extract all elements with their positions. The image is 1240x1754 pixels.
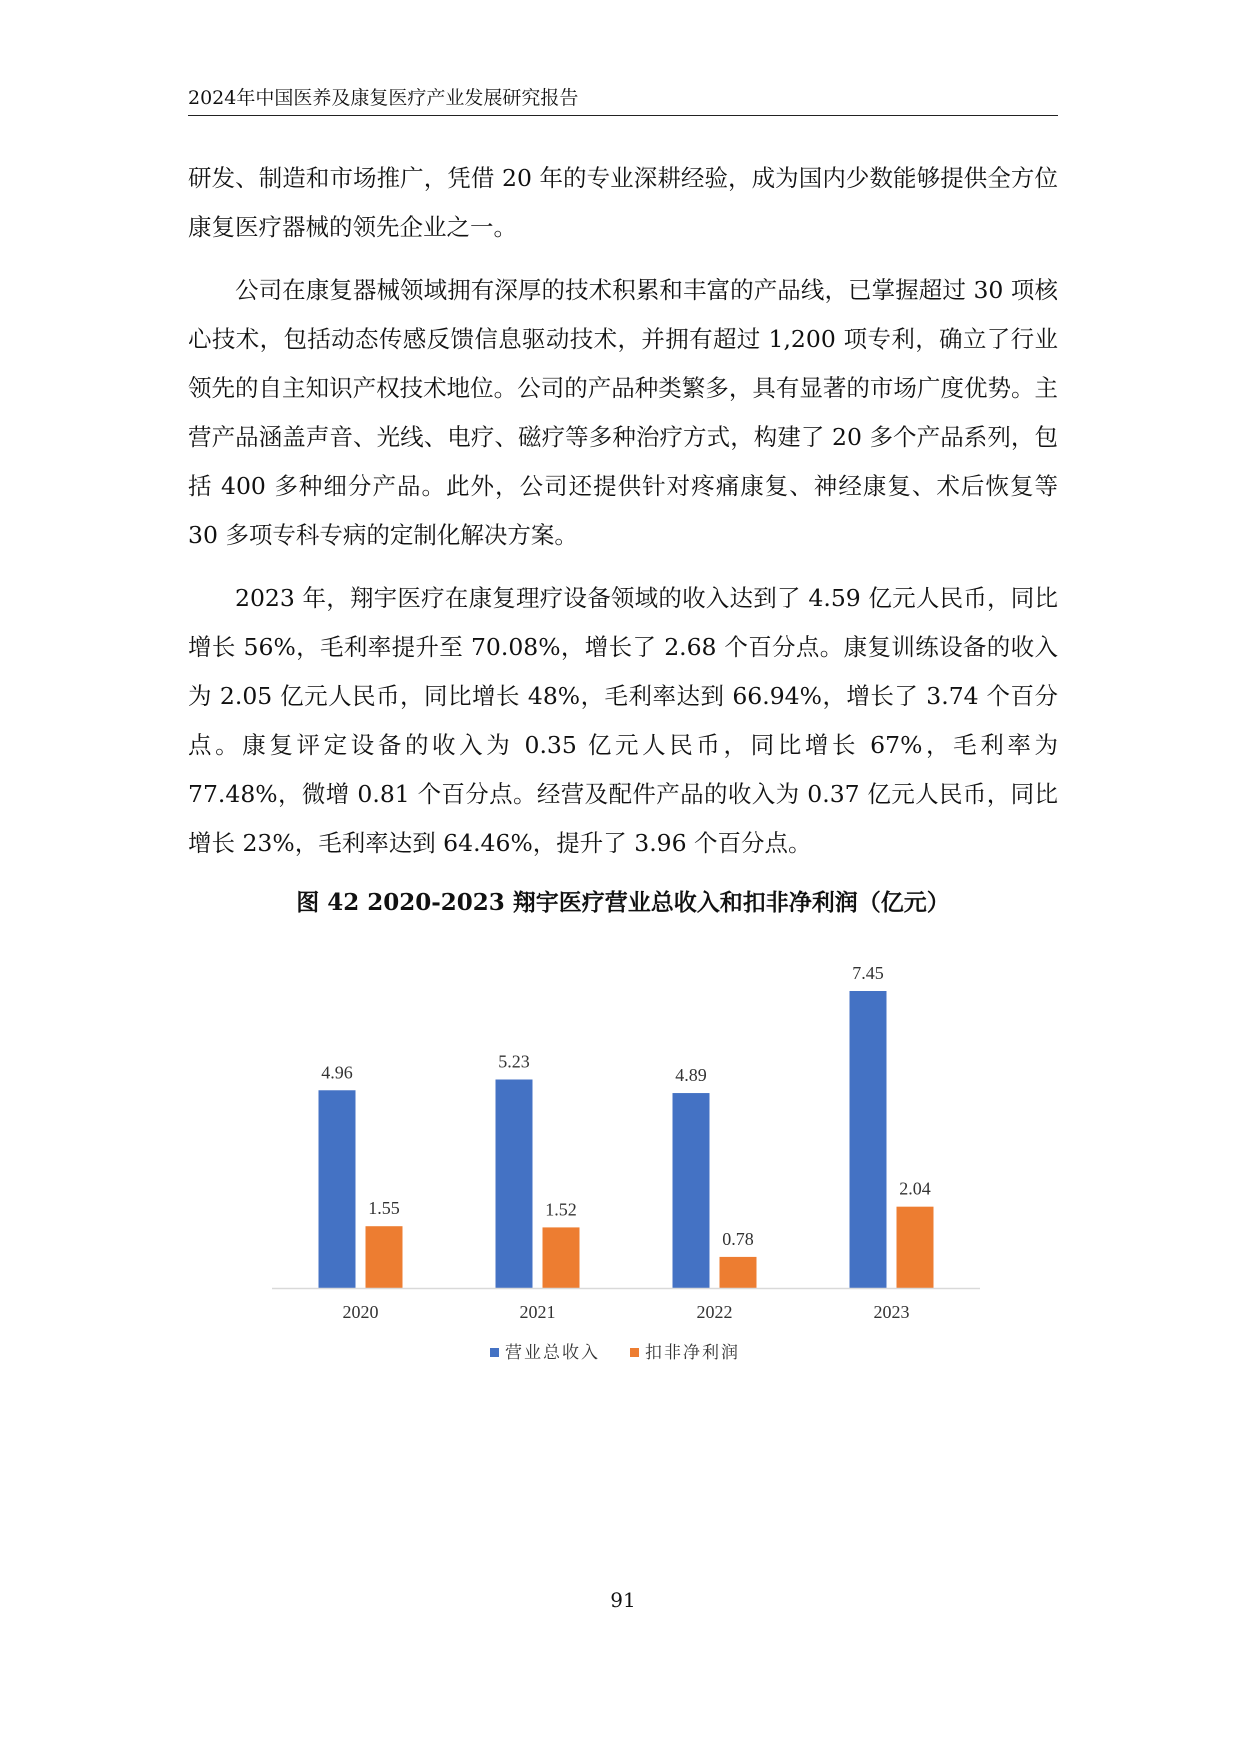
bar-net-profit-2023: [897, 1207, 934, 1288]
paragraph-2: 公司在康复器械领域拥有深厚的技术积累和丰富的产品线，已掌握超过 30 项核心技术，包括动态传感反馈信息驱动技术，并拥有超过 1,200 项专利，确立了行业领先的自主知识产权技术地位。公司的产品种类繁多，具有显著的市场广度优势。主营产品涵盖声音、光线、电疗、磁疗等多种治疗方式，构建了 20 多个产品系列，包括 400 多种细分产品。此外，公司还提供针对疼痛康复、神经康复、术后恢复等 30 多项专科专病的定制化解决方案。: [188, 276, 1058, 549]
page-number: 91: [610, 1588, 636, 1612]
bar-revenue-2023: [850, 991, 887, 1288]
legend-label-net-profit: 扣非净利润: [645, 1343, 740, 1360]
bar-revenue-2021: [496, 1080, 533, 1288]
x-tick-label-2020: 2020: [342, 1302, 379, 1322]
x-tick-label-2021: 2021: [519, 1302, 556, 1322]
bar-net-profit-2021: [543, 1227, 580, 1288]
bar-net-profit-2020: [366, 1226, 403, 1288]
legend-swatch-revenue: [490, 1348, 499, 1357]
data-label-net-profit-2023: 2.04: [899, 1178, 931, 1199]
running-header: 2024年中国医养及康复医疗产业发展研究报告: [188, 86, 1058, 116]
paragraph-1: 研发、制造和市场推广，凭借 20 年的专业深耕经验，成为国内少数能够提供全方位康复医疗器械的领先企业之一。: [188, 164, 1058, 241]
data-label-net-profit-2021: 1.52: [545, 1199, 577, 1220]
paragraph-3: 2023 年，翔宇医疗在康复理疗设备领域的收入达到了 4.59 亿元人民币，同比增长 56%，毛利率提升至 70.08%，增长了 2.68 个百分点。康复训练设备的收入为 2.05 亿元人民币，同比增长 48%，毛利率达到 66.94%，增长了 3.74 个百分点。康复评定设备的收入为 0.35 亿元人民币，同比增长 67%，毛利率为 77.48%，微增 0.81 个百分点。经营及配件产品的收入为 0.37 亿元人民币，同比增长 23%，毛利率达到 64.46%，提升了 3.96 个百分点。: [188, 584, 1058, 857]
bar-revenue-2022: [673, 1093, 710, 1288]
data-label-net-profit-2020: 1.55: [368, 1198, 400, 1219]
bar-net-profit-2022: [720, 1257, 757, 1288]
x-tick-label-2022: 2022: [696, 1302, 733, 1322]
data-label-revenue-2021: 5.23: [498, 1051, 530, 1072]
legend-swatch-net-profit: [630, 1348, 639, 1357]
data-label-revenue-2020: 4.96: [321, 1062, 353, 1083]
legend-label-revenue: 营业总收入: [505, 1343, 600, 1360]
data-label-revenue-2022: 4.89: [675, 1065, 707, 1086]
data-label-net-profit-2022: 0.78: [722, 1228, 754, 1249]
data-label-revenue-2023: 7.45: [852, 963, 884, 983]
bar-chart: [260, 930, 1000, 1360]
bar-revenue-2020: [319, 1090, 356, 1288]
x-tick-label-2023: 2023: [873, 1302, 910, 1322]
figure-title: 图 42 2020-2023 翔宇医疗营业总收入和扣非净利润（亿元）: [296, 889, 950, 916]
